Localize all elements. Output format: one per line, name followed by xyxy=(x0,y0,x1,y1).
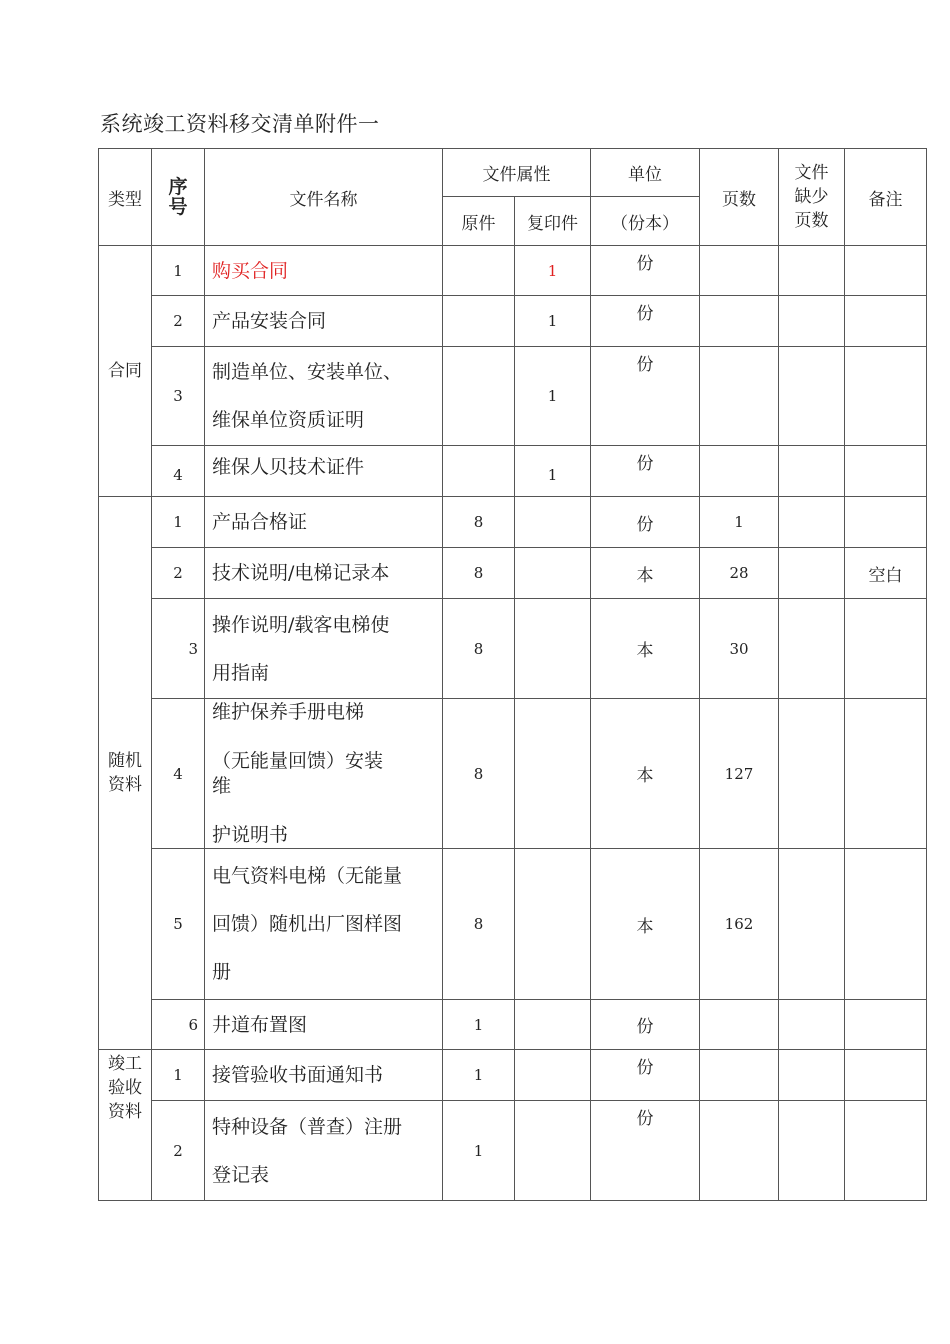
table-row xyxy=(99,1000,927,1050)
remarks-cell xyxy=(845,849,927,1000)
header-seq xyxy=(152,149,205,246)
missing-cell xyxy=(779,849,845,1000)
pages-cell xyxy=(700,1101,779,1201)
unit-cell: 份 xyxy=(591,296,700,347)
file-name-cell xyxy=(205,1101,443,1201)
pages-cell xyxy=(700,347,779,446)
remarks-cell xyxy=(845,347,927,446)
unit-cell: 份 xyxy=(591,1050,700,1101)
seq-cell: 3 xyxy=(152,347,205,446)
header-missing-2: 缺少 xyxy=(794,187,829,207)
original-cell: 8 xyxy=(443,599,515,699)
table-row xyxy=(99,1101,927,1201)
file-name-line: （无能量回馈）安装 xyxy=(212,749,384,772)
file-name-cell: 产品合格证 xyxy=(205,497,443,548)
missing-cell xyxy=(779,699,845,849)
table-row xyxy=(99,296,927,347)
header-seq-bottom: 号 xyxy=(168,196,188,218)
original-cell: 8 xyxy=(443,497,515,548)
category-random-docs xyxy=(99,497,152,1050)
unit-cell: 份 xyxy=(591,497,700,548)
remarks-cell xyxy=(845,446,927,497)
original-cell: 8 xyxy=(443,699,515,849)
pages-cell: 1 xyxy=(700,497,779,548)
seq-cell: 5 xyxy=(152,849,205,1000)
original-cell: 1 xyxy=(443,1000,515,1050)
missing-cell xyxy=(779,246,845,296)
seq-cell: 2 xyxy=(152,548,205,599)
unit-cell: 份 xyxy=(591,1000,700,1050)
header-file-attr: 文件属性 xyxy=(443,149,591,197)
unit-cell: 份 xyxy=(591,246,700,296)
category-label-line: 验收 xyxy=(108,1078,142,1098)
file-name-cell: 产品安装合同 xyxy=(205,296,443,347)
pages-cell xyxy=(700,1050,779,1101)
pages-cell xyxy=(700,1000,779,1050)
pages-cell xyxy=(700,246,779,296)
file-name-line: 用指南 xyxy=(212,661,270,684)
header-copy: 复印件 xyxy=(515,197,591,246)
table-row xyxy=(99,1050,927,1101)
original-cell: 8 xyxy=(443,548,515,599)
missing-cell xyxy=(779,497,845,548)
category-label-line: 随机 xyxy=(108,751,142,771)
seq-cell: 1 xyxy=(152,497,205,548)
original-cell xyxy=(443,446,515,497)
copy-cell xyxy=(515,1050,591,1101)
table-row xyxy=(99,548,927,599)
header-remarks: 备注 xyxy=(845,149,927,246)
file-name-line: 电气资料电梯（无能量 xyxy=(212,865,403,887)
copy-cell xyxy=(515,699,591,849)
file-name-cell xyxy=(205,599,443,699)
handover-table xyxy=(98,148,927,1201)
unit-cell: 本 xyxy=(591,849,700,1000)
copy-cell xyxy=(515,849,591,1000)
unit-cell: 份 xyxy=(591,1101,700,1201)
file-name-line: 维 xyxy=(212,774,232,797)
seq-cell: 6 xyxy=(152,1000,205,1050)
pages-cell xyxy=(700,446,779,497)
copy-cell xyxy=(515,1000,591,1050)
header-unit-sub: （份本） xyxy=(591,197,700,246)
file-name-cell: 井道布置图 xyxy=(205,1000,443,1050)
missing-cell xyxy=(779,1000,845,1050)
file-name-line: 册 xyxy=(212,961,232,983)
header-missing-pages xyxy=(779,149,845,246)
copy-cell xyxy=(515,599,591,699)
remarks-cell xyxy=(845,1050,927,1101)
copy-cell xyxy=(515,1101,591,1201)
file-name-line: 特种设备（普查）注册 xyxy=(212,1115,403,1138)
file-name-line: 登记表 xyxy=(212,1163,270,1186)
missing-cell xyxy=(779,296,845,347)
file-name-line: 护说明书 xyxy=(212,823,289,846)
original-cell xyxy=(443,246,515,296)
unit-cell: 份 xyxy=(591,347,700,446)
header-pages: 页数 xyxy=(700,149,779,246)
file-name-line: 维护保养手册电梯 xyxy=(212,700,365,723)
file-name-cell xyxy=(205,699,443,849)
category-acceptance-docs xyxy=(99,1050,152,1201)
file-name-line: 回馈）随机出厂图样图 xyxy=(212,913,403,935)
header-seq-top: 序 xyxy=(168,176,188,198)
document-title: 系统竣工资料移交清单附件一 xyxy=(100,112,380,136)
seq-cell: 1 xyxy=(152,246,205,296)
table-row xyxy=(99,347,927,446)
pages-cell xyxy=(700,296,779,347)
unit-cell: 份 xyxy=(591,446,700,497)
header-missing-1: 文件 xyxy=(794,163,829,183)
table-row xyxy=(99,497,927,548)
file-name-cell: 购买合同 xyxy=(205,246,443,296)
header-file-name: 文件名称 xyxy=(205,149,443,246)
unit-cell: 本 xyxy=(591,699,700,849)
copy-cell: 1 xyxy=(515,246,591,296)
missing-cell xyxy=(779,446,845,497)
file-name-line: 维保单位资质证明 xyxy=(212,409,365,431)
copy-cell xyxy=(515,497,591,548)
remarks-cell: 空白 xyxy=(845,548,927,599)
remarks-cell xyxy=(845,497,927,548)
table-row xyxy=(99,446,927,497)
remarks-cell xyxy=(845,296,927,347)
original-cell: 1 xyxy=(443,1101,515,1201)
category-label-line: 竣工 xyxy=(108,1054,142,1074)
header-row xyxy=(99,149,927,197)
copy-cell xyxy=(515,548,591,599)
file-name-cell: 技术说明/电梯记录本 xyxy=(205,548,443,599)
table-row xyxy=(99,599,927,699)
missing-cell xyxy=(779,1101,845,1201)
missing-cell xyxy=(779,347,845,446)
header-unit: 单位 xyxy=(591,149,700,197)
unit-cell: 本 xyxy=(591,548,700,599)
seq-cell: 2 xyxy=(152,1101,205,1201)
seq-cell: 3 xyxy=(152,599,205,699)
pages-cell: 127 xyxy=(700,699,779,849)
pages-cell: 162 xyxy=(700,849,779,1000)
file-name-cell: 维保人贝技术证件 xyxy=(205,446,443,497)
category-label-line: 资料 xyxy=(108,775,142,795)
category-contract: 合同 xyxy=(99,246,152,497)
file-name-line: 制造单位、安装单位、 xyxy=(212,361,403,383)
original-cell xyxy=(443,347,515,446)
copy-cell: 1 xyxy=(515,296,591,347)
table-row xyxy=(99,699,927,849)
header-type: 类型 xyxy=(99,149,152,246)
table-row xyxy=(99,246,927,296)
copy-cell: 1 xyxy=(515,446,591,497)
remarks-cell xyxy=(845,1101,927,1201)
missing-cell xyxy=(779,599,845,699)
unit-cell: 本 xyxy=(591,599,700,699)
file-name-line: 操作说明/载客电梯使 xyxy=(212,613,390,636)
file-name-cell xyxy=(205,849,443,1000)
missing-cell xyxy=(779,548,845,599)
pages-cell: 28 xyxy=(700,548,779,599)
seq-cell: 1 xyxy=(152,1050,205,1101)
copy-cell: 1 xyxy=(515,347,591,446)
pages-cell: 30 xyxy=(700,599,779,699)
header-original: 原件 xyxy=(443,197,515,246)
original-cell: 8 xyxy=(443,849,515,1000)
category-label-line: 资料 xyxy=(108,1102,142,1122)
seq-cell: 4 xyxy=(152,446,205,497)
remarks-cell xyxy=(845,599,927,699)
original-cell: 1 xyxy=(443,1050,515,1101)
file-name-cell: 接管验收书面通知书 xyxy=(205,1050,443,1101)
missing-cell xyxy=(779,1050,845,1101)
remarks-cell xyxy=(845,699,927,849)
remarks-cell xyxy=(845,1000,927,1050)
seq-cell: 2 xyxy=(152,296,205,347)
original-cell xyxy=(443,296,515,347)
header-missing-3: 页数 xyxy=(794,211,829,231)
seq-cell: 4 xyxy=(152,699,205,849)
remarks-cell xyxy=(845,246,927,296)
file-name-cell xyxy=(205,347,443,446)
table-row xyxy=(99,849,927,1000)
